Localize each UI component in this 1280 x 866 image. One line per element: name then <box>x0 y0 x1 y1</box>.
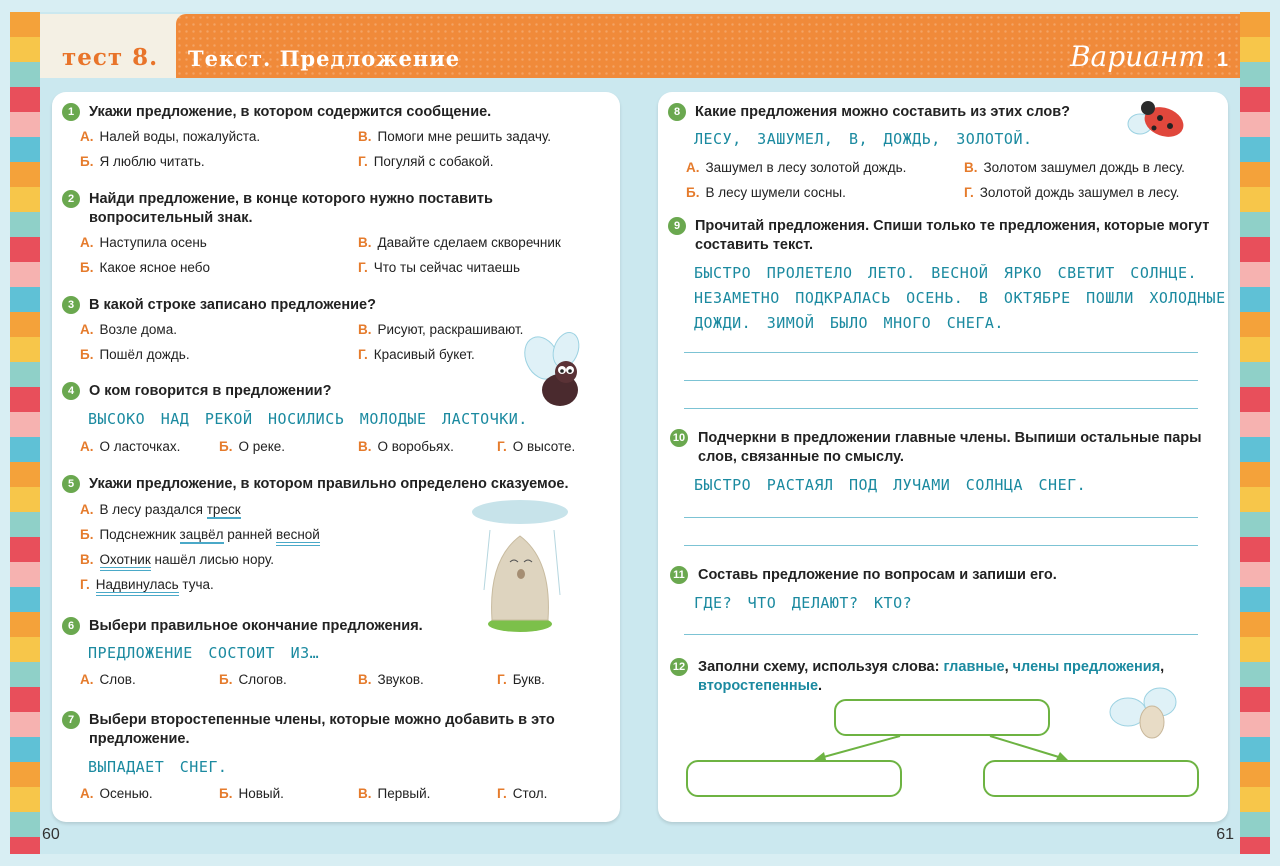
q7-option-g[interactable]: Г. Стол. <box>497 786 548 801</box>
q9-text: Прочитай предложения. Спиши только те предложения, которые могут составить текст. <box>695 218 1210 253</box>
q9-text-line-2: НЕЗАМЕТНО ПОДКРАЛАСЬ ОСЕНЬ. В ОКТЯБРЕ ПОШЛИ ХОЛОДНЫЕ <box>694 289 1226 307</box>
q8-option-v[interactable]: Б. В лесу шумели сосны. <box>686 185 846 200</box>
q11-answer-line[interactable] <box>684 634 1198 635</box>
hedgehog-in-rain-illustration <box>470 500 570 635</box>
q2-number: 2 <box>62 190 80 208</box>
q2-option-v[interactable]: Б. Какое ясное небо <box>80 260 210 275</box>
q9-answer-line-2[interactable] <box>684 380 1198 381</box>
test-number: тест 8. <box>62 44 159 71</box>
ladybug-illustration <box>1124 94 1190 150</box>
q1-option-b[interactable]: В. Помоги мне решить задачу. <box>358 129 552 144</box>
scheme-right-box[interactable] <box>983 760 1199 797</box>
q8-option-g[interactable]: Г. Золотой дождь зашумел в лесу. <box>964 185 1180 200</box>
q6-number: 6 <box>62 617 80 635</box>
q12-number: 12 <box>670 658 688 676</box>
q10-answer-line-1[interactable] <box>684 517 1198 518</box>
q5-text: Укажи предложение, в котором правильно определено сказуемое. <box>89 476 569 492</box>
q6-option-b[interactable]: Б. Слогов. <box>219 672 287 687</box>
q1-option-v[interactable]: Б. Я люблю читать. <box>80 154 205 169</box>
q5-option-v[interactable]: В. Охотник нашёл лисью нору. <box>80 552 274 567</box>
q4-sentence: ВЫСОКО НАД РЕКОЙ НОСИЛИСЬ МОЛОДЫЕ ЛАСТОЧКИ. <box>88 410 528 428</box>
q1-option-g[interactable]: Г. Погуляй с собакой. <box>358 154 494 169</box>
moth-illustration <box>1106 680 1182 746</box>
q8-words: ЛЕСУ, ЗАШУМЕЛ, В, ДОЖДЬ, ЗОЛОТОЙ. <box>694 130 1033 148</box>
q1-option-a[interactable]: А. Налей воды, пожалуйста. <box>80 129 261 144</box>
q11-questions: ГДЕ? ЧТО ДЕЛАЮТ? КТО? <box>694 594 913 612</box>
q9-text-line-3: ДОЖДИ. ЗИМОЙ БЫЛО МНОГО СНЕГА. <box>694 314 1004 332</box>
q3-option-v[interactable]: Б. Пошёл дождь. <box>80 347 190 362</box>
q6-text: Выбери правильное окончание предложения. <box>89 618 423 634</box>
q8-text: Какие предложения можно составить из этих слов? <box>695 104 1070 120</box>
q7-number: 7 <box>62 711 80 729</box>
q2-option-g[interactable]: Г. Что ты сейчас читаешь <box>358 260 520 275</box>
page-number-right: 61 <box>1216 826 1234 843</box>
q4-option-v[interactable]: В. О воробьях. <box>358 439 454 454</box>
q6-option-g[interactable]: Г. Букв. <box>497 672 545 687</box>
q2-option-b[interactable]: В. Давайте сделаем скворечник <box>358 235 561 250</box>
q12-text: Заполни схему, используя слова: главные, члены предложения, второстепенные. <box>698 659 1165 694</box>
q6-sentence: ПРЕДЛОЖЕНИЕ СОСТОИТ ИЗ… <box>88 644 320 662</box>
q11-number: 11 <box>670 566 688 584</box>
q7-option-b[interactable]: Б. Новый. <box>219 786 284 801</box>
scheme-top-box[interactable] <box>834 699 1050 736</box>
left-decorative-border <box>10 12 40 854</box>
scheme-arrows <box>800 734 1080 764</box>
q7-option-v[interactable]: В. Первый. <box>358 786 431 801</box>
q8-option-b[interactable]: В. Золотом зашумел дождь в лесу. <box>964 160 1185 175</box>
q9-answer-line-1[interactable] <box>684 352 1198 353</box>
q5-number: 5 <box>62 475 80 493</box>
q4-option-g[interactable]: Г. О высоте. <box>497 439 576 454</box>
q5-option-b[interactable]: Б. Подснежник зацвёл ранней весной <box>80 527 320 542</box>
q4-number: 4 <box>62 382 80 400</box>
q7-option-a[interactable]: А. Осенью. <box>80 786 153 801</box>
q3-number: 3 <box>62 296 80 314</box>
q8-option-a[interactable]: А. Зашумел в лесу золотой дождь. <box>686 160 907 175</box>
q3-option-b[interactable]: В. Рисуют, раскрашивают. <box>358 322 524 337</box>
right-decorative-border <box>1240 12 1270 854</box>
q6-option-a[interactable]: А. Слов. <box>80 672 136 687</box>
test-title: Текст. Предложение <box>188 46 461 71</box>
q3-option-g[interactable]: Г. Красивый букет. <box>358 347 475 362</box>
q9-answer-line-3[interactable] <box>684 408 1198 409</box>
q2-text: Найди предложение, в конце которого нужно поставить вопросительный знак. <box>89 191 493 226</box>
q5-option-a[interactable]: А. В лесу раздался треск <box>80 502 241 517</box>
q4-text: О ком говорится в предложении? <box>89 383 332 399</box>
variant-label: Вариант 1 <box>1069 40 1228 73</box>
q10-text: Подчеркни в предложении главные члены. Выпиши остальные пары слов, связанные по смыслу. <box>698 430 1202 465</box>
q4-option-a[interactable]: А. О ласточках. <box>80 439 181 454</box>
q9-number: 9 <box>668 217 686 235</box>
q5-option-g[interactable]: Г. Надвинулась туча. <box>80 577 214 592</box>
page-number-left: 60 <box>42 826 60 843</box>
q11-text: Составь предложение по вопросам и запиши его. <box>698 567 1057 583</box>
q4-option-b[interactable]: Б. О реке. <box>219 439 286 454</box>
q7-sentence: ВЫПАДАЕТ СНЕГ. <box>88 758 228 776</box>
q7-text: Выбери второстепенные члены, которые можно добавить в это предложение. <box>89 712 555 747</box>
q2-option-a[interactable]: А. Наступила осень <box>80 235 207 250</box>
q9-text-line-1: БЫСТРО ПРОЛЕТЕЛО ЛЕТО. ВЕСНОЙ ЯРКО СВЕТИТ СОЛНЦЕ. <box>694 264 1198 282</box>
scheme-left-box[interactable] <box>686 760 902 797</box>
q3-option-a[interactable]: А. Возле дома. <box>80 322 177 337</box>
q1-number: 1 <box>62 103 80 121</box>
q1-text: Укажи предложение, в котором содержится сообщение. <box>89 104 492 120</box>
q10-sentence[interactable]: БЫСТРО РАСТАЯЛ ПОД ЛУЧАМИ СОЛНЦА СНЕГ. <box>694 476 1087 494</box>
q10-number: 10 <box>670 429 688 447</box>
q8-number: 8 <box>668 103 686 121</box>
q6-option-v[interactable]: В. Звуков. <box>358 672 424 687</box>
q10-answer-line-2[interactable] <box>684 545 1198 546</box>
q3-text: В какой строке записано предложение? <box>89 297 376 313</box>
